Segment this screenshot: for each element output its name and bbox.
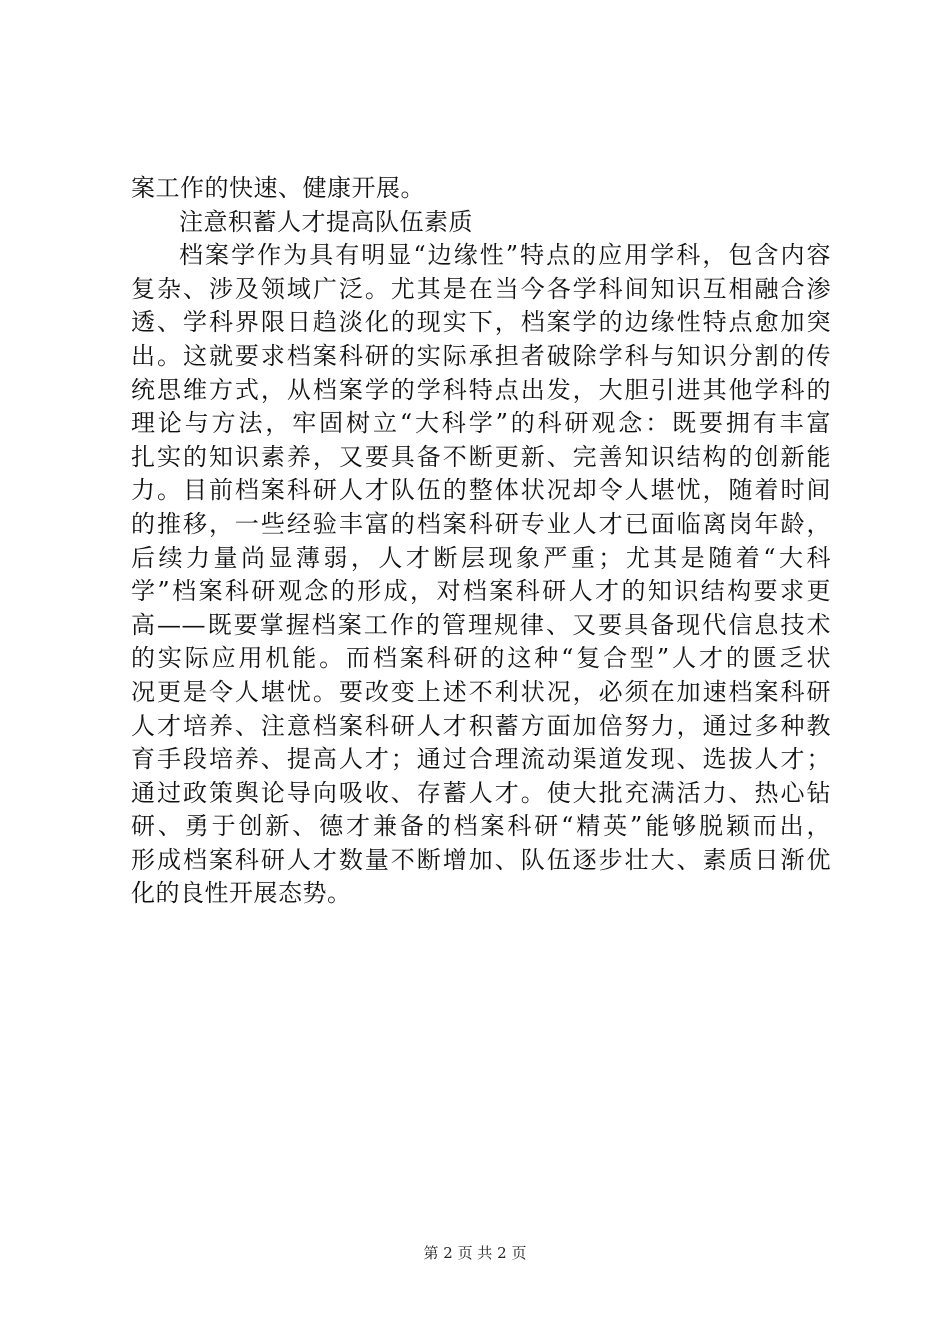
paragraph-line: 力。目前档案科研人才队伍的整体状况却令人堪忧，随着时间 bbox=[131, 476, 831, 505]
paragraph-line: 学”档案科研观念的形成，对档案科研人才的知识结构要求更 bbox=[131, 577, 831, 606]
paragraph-line: 的实际应用机能。而档案科研的这种“复合型”人才的匮乏状 bbox=[131, 644, 831, 673]
paragraph-line: 扎实的知识素养，又要具备不断更新、完善知识结构的创新能 bbox=[131, 442, 831, 471]
paragraph-line: 人才培养、注意档案科研人才积蓄方面加倍努力，通过多种教 bbox=[131, 711, 831, 740]
paragraph-line: 的推移，一些经验丰富的档案科研专业人才已面临离岗年龄， bbox=[131, 509, 831, 538]
document-body bbox=[131, 172, 831, 911]
paragraph-line: 理论与方法，牢固树立“大科学”的科研观念：既要拥有丰富 bbox=[131, 409, 831, 438]
paragraph-line: 档案学作为具有明显“边缘性”特点的应用学科，包含内容 bbox=[179, 241, 831, 270]
section-heading: 注意积蓄人才提高队伍素质 bbox=[179, 207, 473, 236]
paragraph-line: 况更是令人堪忧。要改变上述不利状况，必须在加速档案科研 bbox=[131, 677, 831, 706]
paragraph-line: 高——既要掌握档案工作的管理规律、又要具备现代信息技术 bbox=[131, 610, 831, 639]
paragraph-line: 复杂、涉及领域广泛。尤其是在当今各学科间知识互相融合渗 bbox=[131, 274, 831, 303]
paragraph-line: 出。这就要求档案科研的实际承担者破除学科与知识分割的传 bbox=[131, 341, 831, 370]
paragraph-line: 通过政策舆论导向吸收、存蓄人才。使大批充满活力、热心钻 bbox=[131, 778, 831, 807]
paragraph-line: 化的良性开展态势。 bbox=[131, 879, 352, 908]
paragraph-line: 案工作的快速、健康开展。 bbox=[131, 174, 425, 202]
paragraph-line: 研、勇于创新、德才兼备的档案科研“精英”能够脱颖而出， bbox=[131, 812, 831, 841]
paragraph-line: 透、学科界限日趋淡化的现实下，档案学的边缘性特点愈加突 bbox=[131, 308, 831, 337]
paragraph-line: 形成档案科研人才数量不断增加、队伍逐步壮大、素质日渐优 bbox=[131, 845, 831, 874]
page-footer: 第 2 页 共 2 页 bbox=[423, 1244, 527, 1262]
paragraph-line: 育手段培养、提高人才；通过合理流动渠道发现、选拔人才； bbox=[131, 745, 831, 774]
paragraph-line: 统思维方式，从档案学的学科特点出发，大胆引进其他学科的 bbox=[131, 375, 831, 404]
paragraph-line: 后续力量尚显薄弱，人才断层现象严重；尤其是随着“大科 bbox=[131, 543, 831, 572]
